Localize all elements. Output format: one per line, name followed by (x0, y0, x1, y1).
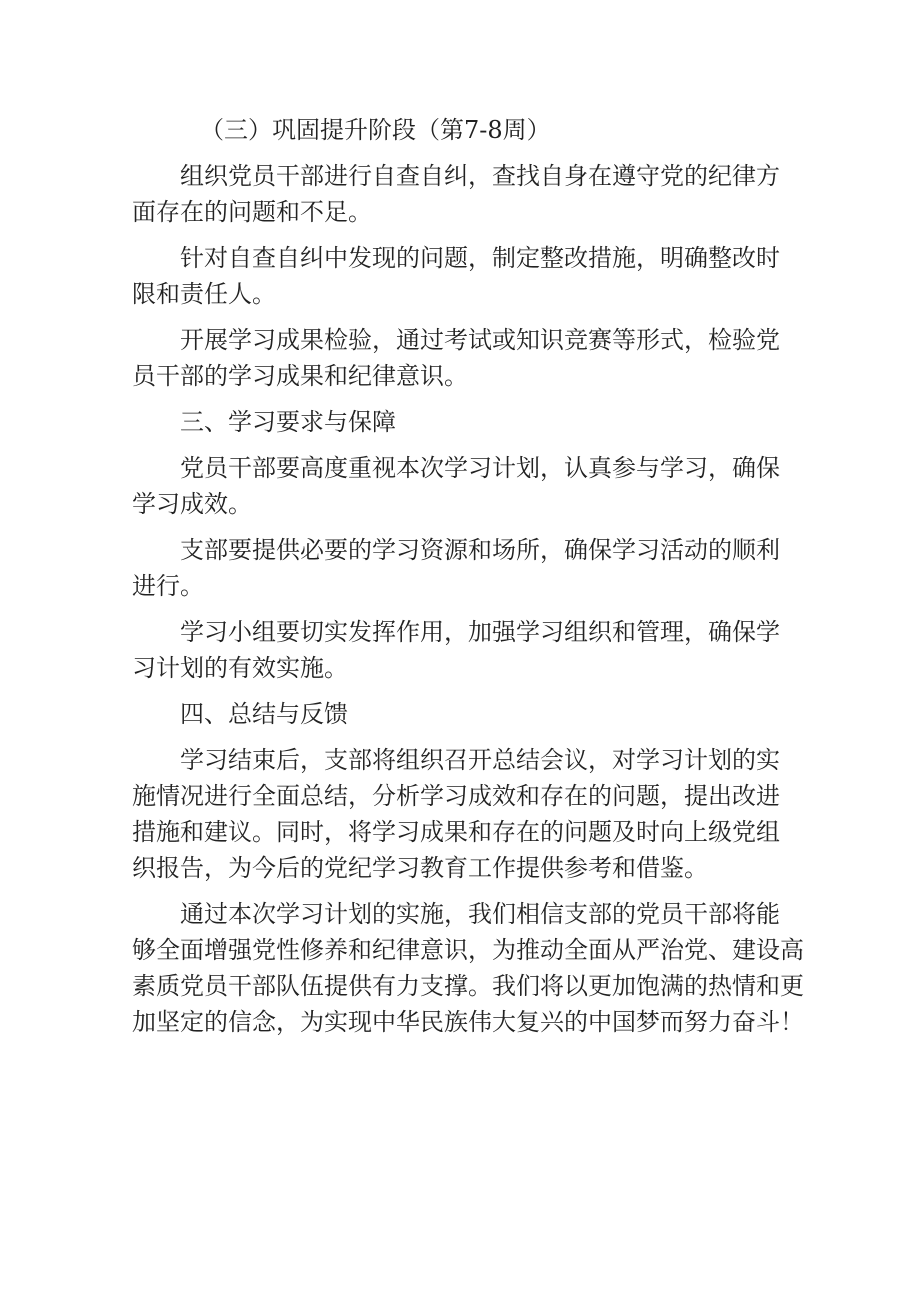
paragraph-line: 进行。 (132, 572, 204, 600)
paragraph-line: 加坚定的信念，为实现中华民族伟大复兴的中国梦而努力奋斗！ (132, 1008, 804, 1036)
section-heading-requirements: 三、学习要求与保障 (180, 408, 396, 436)
paragraph-summary (132, 742, 782, 886)
document-body (132, 112, 804, 1040)
paragraph-rectify (132, 240, 782, 312)
stage-heading: （三）巩固提升阶段（第7-8周） (200, 116, 551, 144)
paragraph-line: 通过本次学习计划的实施，我们相信支部的党员干部将能 (180, 900, 780, 928)
paragraph-line: 够全面增强党性修养和纪律意识，为推动全面从严治党、建设高 (132, 936, 804, 964)
paragraph-line: 学习结束后，支部将组织召开总结会议，对学习计划的实 (180, 746, 780, 774)
section-heading-summary: 四、总结与反馈 (180, 700, 348, 728)
paragraph-line: 员干部的学习成果和纪律意识。 (132, 362, 468, 390)
paragraph-line: 党员干部要高度重视本次学习计划，认真参与学习，确保 (180, 454, 780, 482)
paragraph-line: 措施和建议。同时，将学习成果和存在的问题及时向上级党组 (132, 818, 780, 846)
paragraph-line: 织报告，为今后的党纪学习教育工作提供参考和借鉴。 (132, 854, 708, 882)
paragraph-line: 习计划的有效实施。 (132, 654, 348, 682)
paragraph-line: 面存在的问题和不足。 (132, 198, 372, 226)
paragraph-attention (132, 450, 782, 522)
paragraph-line: 组织党员干部进行自查自纠，查找自身在遵守党的纪律方 (180, 162, 780, 190)
paragraph-line: 限和责任人。 (132, 280, 276, 308)
paragraph-line: 开展学习成果检验，通过考试或知识竞赛等形式，检验党 (180, 326, 780, 354)
paragraph-line: 施情况进行全面总结，分析学习成效和存在的问题，提出改进 (132, 782, 780, 810)
paragraph-exam (132, 322, 782, 394)
paragraph-line: 学习成效。 (132, 490, 252, 518)
paragraph-resources (132, 532, 782, 604)
paragraph-conclusion (132, 896, 804, 1040)
paragraph-groups (132, 614, 782, 686)
paragraph-line: 素质党员干部队伍提供有力支撑。我们将以更加饱满的热情和更 (132, 972, 804, 1000)
paragraph-line: 针对自查自纠中发现的问题，制定整改措施，明确整改时 (180, 244, 780, 272)
paragraph-self-check (132, 158, 782, 230)
paragraph-line: 学习小组要切实发挥作用，加强学习组织和管理，确保学 (180, 618, 780, 646)
paragraph-line: 支部要提供必要的学习资源和场所，确保学习活动的顺利 (180, 536, 780, 564)
